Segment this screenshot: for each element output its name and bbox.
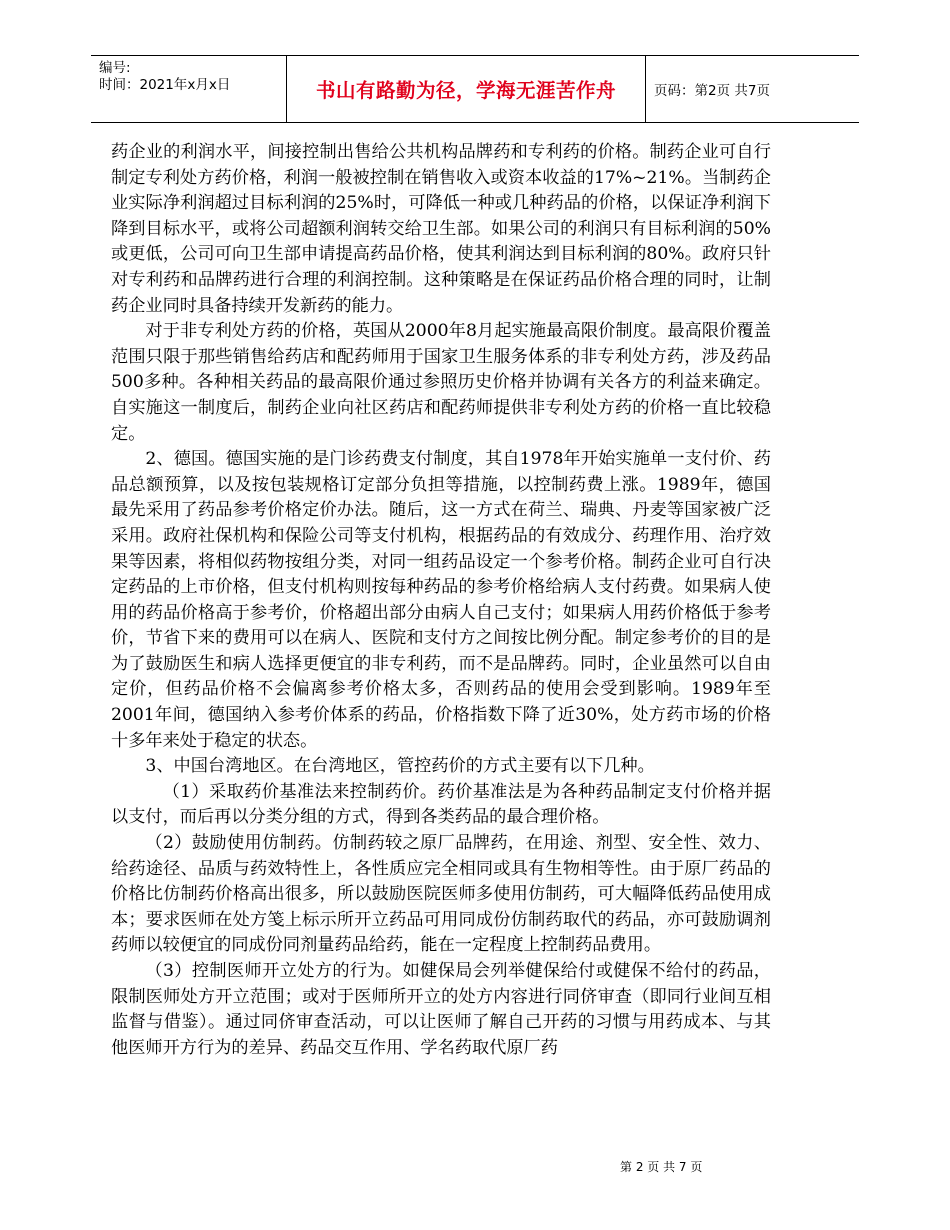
document-body (111, 140, 771, 1061)
paragraph-uk-max-price: 对于非专利处方药的价格，英国从2000年8月起实施最高限价制度。最高限价覆盖范围只限于那些销售给药店和配药师用于国家卫生服务体系的非专利处方药，涉及药品500多种。各种相关药品的最高限价通过参照历史价格并协调有关各方的利益来确定。自实施这一制度后，制药企业向社区药店和配药师提供非专利处方药的价格一直比较稳定。 (111, 321, 771, 444)
header-motto: 书山有路勤为径，学海无涯苦作舟 (287, 56, 646, 122)
document-time-label: 时间：2021年x月x日 (99, 77, 231, 93)
header-meta (91, 56, 287, 122)
paragraph-taiwan-item-1: （1）采取药价基准法来控制药价。药价基准法是为各种药品制定支付价格并据以支付，而后再以分类分组的方式，得到各类药品的最合理价格。 (111, 781, 771, 828)
paragraph-taiwan-item-2: （2）鼓励使用仿制药。仿制药较之原厂品牌药，在用途、剂型、安全性、效力、给药途径、品质与药效特性上，各性质应完全相同或具有生物相等性。由于原厂药品的价格比仿制药价格高出很多，所以鼓励医院医师多使用仿制药，可大幅降低药品使用成本；要求医师在处方笺上标示所开立药品可用同成份仿制药取代的药品，亦可鼓励调剂药师以较便宜的同成份同剂量药品给药，能在一定程度上控制药品费用。 (111, 833, 771, 956)
paragraph-taiwan-item-3: （3）控制医师开立处方的行为。如健保局会列举健保给付或健保不给付的药品，限制医师处方开立范围；或对于医师所开立的处方内容进行同侪审查（即同行业间互相监督与借鉴）。通过同侪审查活动，可以让医师了解自己开药的习惯与用药成本、与其他医师开方行为的差异、药品交互作用、学名药取代原厂药 (111, 961, 771, 1058)
header-page-number: 页码：第2页 共7页 (654, 83, 770, 99)
document-number-label: 编号: (99, 60, 131, 76)
page-header (91, 55, 859, 123)
paragraph-uk-profit-control: 药企业的利润水平，间接控制出售给公共机构品牌药和专利药的价格。制药企业可自行制定专利处方药价格，利润一般被控制在销售收入或资本收益的17%~21%。当制药企业实际净利润超过目标利润的25%时，可降低一种或几种药品的价格，以保证净利润下降到目标水平，或将公司超额利润转交给卫生部。如果公司的利润只有目标利润的50%或更低，公司可向卫生部申请提高药品价格，使其利润达到目标利润的80%。政府只针对专利药和品牌药进行合理的利润控制。这种策略是在保证药品价格合理的同时，让制药企业同时具备持续开发新药的能力。 (111, 142, 771, 316)
paragraph-taiwan-intro: 3、中国台湾地区。在台湾地区，管控药价的方式主要有以下几种。 (145, 756, 655, 777)
page-footer: 第 2 页 共 7 页 (620, 1160, 703, 1174)
paragraph-germany: 2、德国。德国实施的是门诊药费支付制度，其自1978年开始实施单一支付价、药品总额预算，以及按包装规格订定部分负担等措施，以控制药费上涨。1989年，德国最先采用了药品参考价格定价办法。随后，这一方式在荷兰、瑞典、丹麦等国家被广泛采用。政府社保机构和保险公司等支付机构，根据药品的有效成分、药理作用、治疗效果等因素，将相似药物按组分类，对同一组药品设定一个参考价格。制药企业可自行决定药品的上市价格，但支付机构则按每种药品的参考价格给病人支付药费。如果病人使用的药品价格高于参考价，价格超出部分由病人自己支付；如果病人用药价格低于参考价，节省下来的费用可以在病人、医院和支付方之间按比例分配。制定参考价的目的是为了鼓励医生和病人选择更便宜的非专利药，而不是品牌药。同时，企业虽然可以自由定价，但药品价格不会偏离参考价格太多，否则药品的使用会受到影响。1989年至2001年间，德国纳入参考价体系的药品，价格指数下降了近30%，处方药市场的价格十多年来处于稳定的状态。 (111, 449, 771, 751)
